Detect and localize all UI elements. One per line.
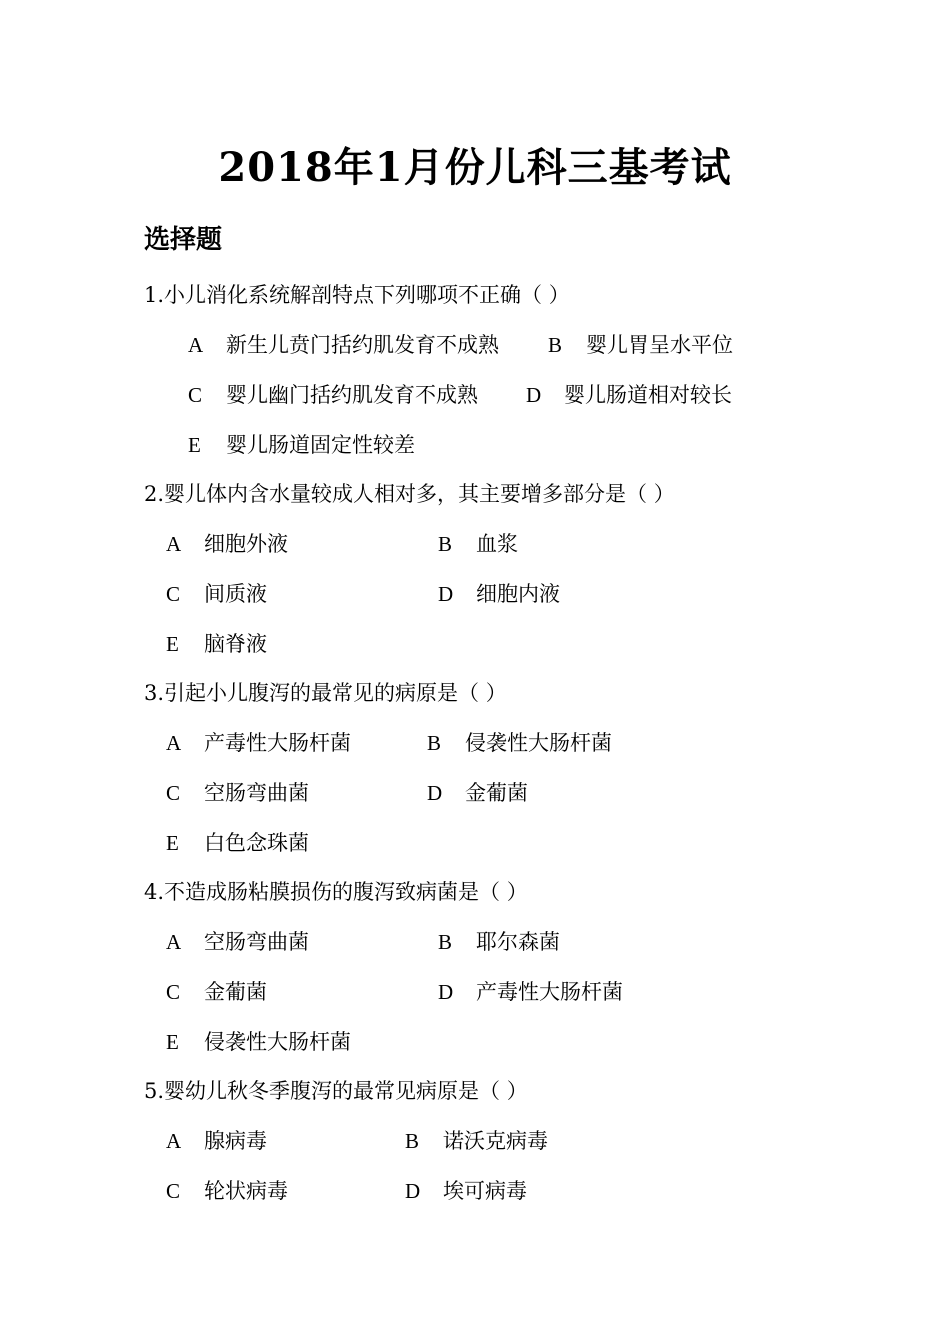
question-4-option-b <box>438 927 560 957</box>
question-2-option-e <box>166 629 267 659</box>
option-text: 脑脊液 <box>204 632 267 656</box>
option-letter: C <box>166 582 181 606</box>
option-text: 间质液 <box>204 582 267 606</box>
option-letter: A <box>166 731 182 755</box>
question-2-option-c <box>166 579 267 609</box>
option-letter: D <box>405 1179 421 1203</box>
question-3-stem: 3.引起小儿腹泻的最常见的病原是（ ） <box>144 681 507 705</box>
option-text: 细胞内液 <box>476 582 560 606</box>
option-letter: B <box>438 532 453 556</box>
option-letter: C <box>166 1179 181 1203</box>
question-1-option-c <box>188 380 478 410</box>
option-letter: D <box>438 582 454 606</box>
option-text: 婴儿肠道相对较长 <box>564 383 732 407</box>
section-heading: 选择题 <box>144 225 223 255</box>
question-1-option-e <box>188 430 415 460</box>
question-2-option-d <box>438 579 560 609</box>
question-1-option-b <box>548 330 733 360</box>
option-letter: A <box>166 1129 182 1153</box>
option-text: 侵袭性大肠杆菌 <box>465 731 612 755</box>
option-text: 新生儿贲门括约肌发育不成熟 <box>226 333 499 357</box>
question-1-option-d <box>526 380 732 410</box>
question-4-option-a <box>166 927 309 957</box>
option-text: 腺病毒 <box>204 1129 267 1153</box>
option-letter: B <box>548 333 563 357</box>
option-letter: D <box>526 383 542 407</box>
option-letter: C <box>166 781 181 805</box>
question-5-option-d <box>405 1176 527 1206</box>
option-text: 婴儿肠道固定性较差 <box>226 433 415 457</box>
option-letter: E <box>188 433 201 457</box>
option-letter: E <box>166 632 179 656</box>
question-1-option-a <box>188 330 499 360</box>
question-3-option-b <box>427 728 612 758</box>
option-text: 产毒性大肠杆菌 <box>476 980 623 1004</box>
option-text: 白色念珠菌 <box>204 831 309 855</box>
option-letter: D <box>438 980 454 1004</box>
option-text: 产毒性大肠杆菌 <box>204 731 351 755</box>
question-4-option-c <box>166 977 267 1007</box>
option-text: 空肠弯曲菌 <box>204 930 309 954</box>
page-title: 2018年1月份儿科三基考试 <box>218 144 732 191</box>
option-letter: B <box>438 930 453 954</box>
question-2-option-b <box>438 529 518 559</box>
question-2-option-a <box>166 529 288 559</box>
option-text: 金葡菌 <box>465 781 528 805</box>
option-letter: C <box>166 980 181 1004</box>
option-text: 血浆 <box>476 532 518 556</box>
option-letter: D <box>427 781 443 805</box>
option-letter: A <box>188 333 204 357</box>
option-letter: E <box>166 831 179 855</box>
option-letter: E <box>166 1030 179 1054</box>
option-text: 耶尔森菌 <box>476 930 560 954</box>
question-2-stem: 2.婴儿体内含水量较成人相对多，其主要增多部分是（ ） <box>144 482 675 506</box>
option-text: 侵袭性大肠杆菌 <box>204 1030 351 1054</box>
question-1-stem: 1.小儿消化系统解剖特点下列哪项不正确（ ） <box>144 283 570 307</box>
option-text: 细胞外液 <box>204 532 288 556</box>
question-3-option-c <box>166 778 309 808</box>
option-text: 婴儿幽门括约肌发育不成熟 <box>226 383 478 407</box>
option-letter: A <box>166 532 182 556</box>
question-4-option-e <box>166 1027 351 1057</box>
option-text: 空肠弯曲菌 <box>204 781 309 805</box>
option-letter: B <box>427 731 442 755</box>
question-4-stem: 4.不造成肠粘膜损伤的腹泻致病菌是（ ） <box>144 880 528 904</box>
option-letter: A <box>166 930 182 954</box>
question-3-option-d <box>427 778 528 808</box>
question-5-stem: 5.婴幼儿秋冬季腹泻的最常见病原是（ ） <box>144 1079 528 1103</box>
option-letter: B <box>405 1129 420 1153</box>
option-text: 诺沃克病毒 <box>443 1129 548 1153</box>
question-3-option-e <box>166 828 309 858</box>
option-text: 轮状病毒 <box>204 1179 288 1203</box>
question-5-option-b <box>405 1126 548 1156</box>
option-text: 埃可病毒 <box>443 1179 527 1203</box>
question-4-option-d <box>438 977 623 1007</box>
question-5-option-c <box>166 1176 288 1206</box>
question-3-option-a <box>166 728 351 758</box>
question-5-option-a <box>166 1126 267 1156</box>
option-text: 金葡菌 <box>204 980 267 1004</box>
option-text: 婴儿胃呈水平位 <box>586 333 733 357</box>
option-letter: C <box>188 383 203 407</box>
